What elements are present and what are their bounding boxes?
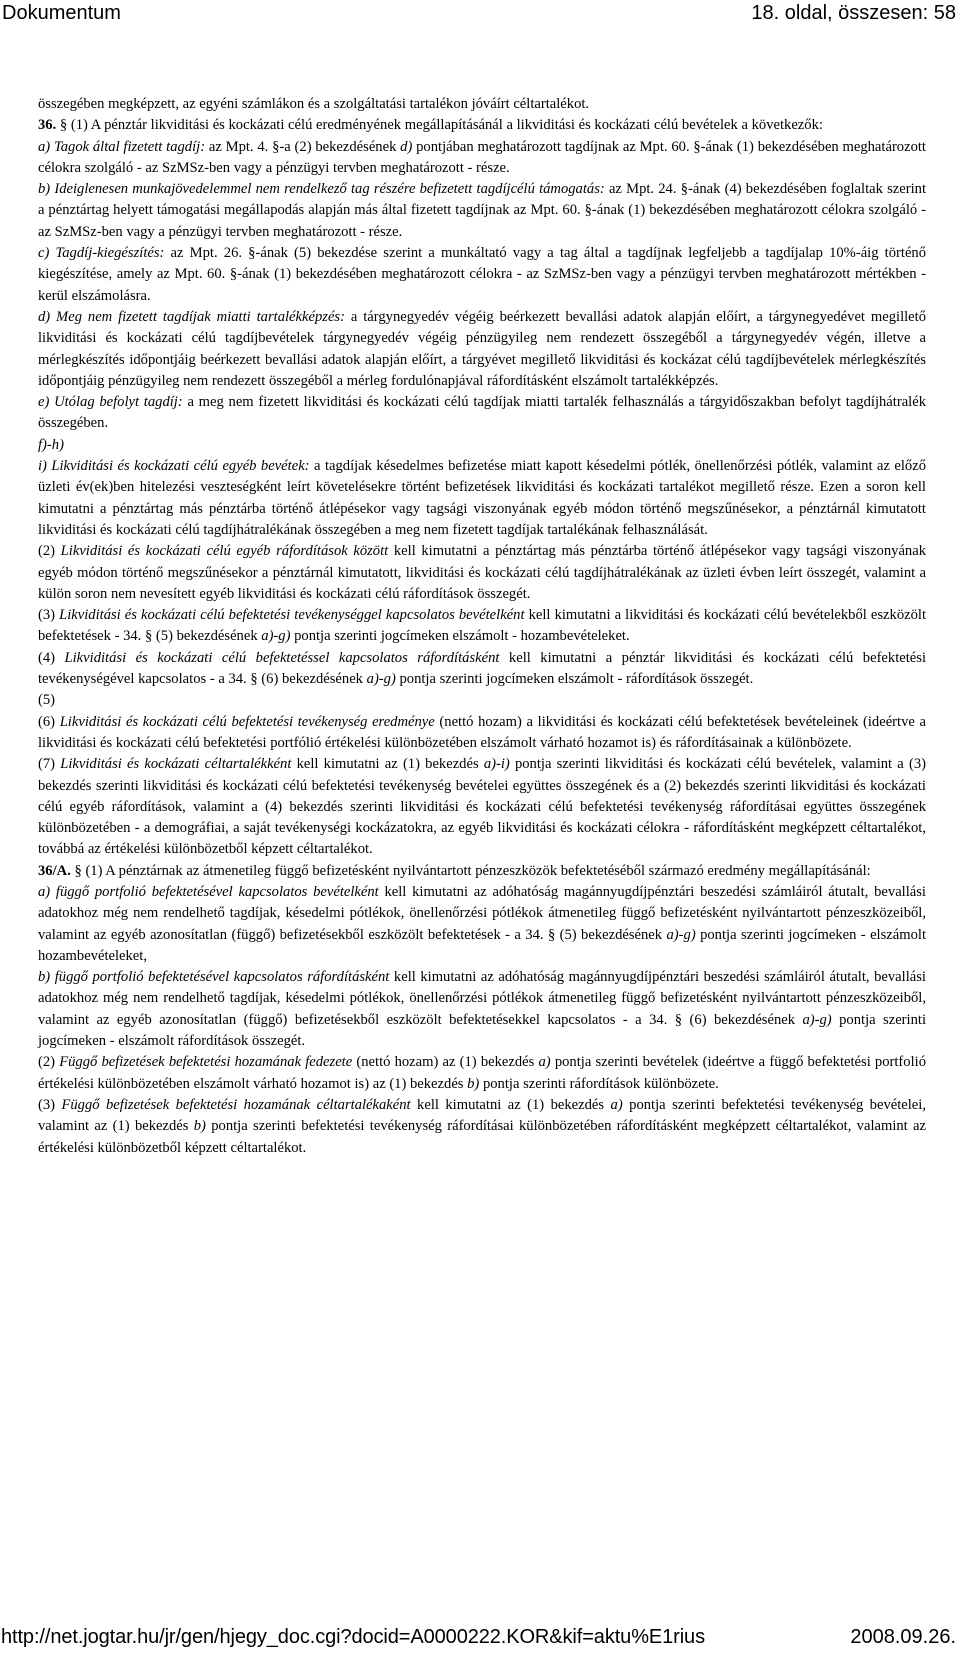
page-counter: 18. oldal, összesen: 58: [751, 2, 956, 24]
text-run: pontja szerinti jogcímeken elszámolt - hozambevételeket.: [290, 628, 630, 645]
section-number: 36/A.: [38, 862, 71, 879]
text-run: kell kimutatni a likviditási és kockázati célú bevételekből eszközölt befektetések - 34. § (5) bekezdésének: [38, 607, 926, 645]
emphasis-text: Likviditási és kockázati célú befektetési tevékenység eredménye: [59, 713, 435, 730]
text-run: a meg nem fizetett likviditási és kockázati célú tagdíjak miatti tartalék felhasználás a tárgyidőszakban befolyt tagdíjhátralék összegében.: [38, 394, 926, 432]
text-run: kell kimutatni az (1) bekezdés: [291, 756, 484, 773]
paragraph: [38, 179, 926, 243]
text-run: kell kimutatni az (1) bekezdés: [410, 1096, 611, 1113]
emphasis-text: a)-i): [483, 756, 510, 773]
emphasis-text: a): [538, 1054, 551, 1071]
text-run: § (1) A pénztárnak az átmenetileg függő befizetésként nyilvántartott pénzeszközök befektetéséből származó eredmény megállapításánál:: [70, 862, 871, 879]
text-run: § (1) A pénztár likviditási és kockázati célú eredményének megállapításánál a likviditási és kockázati célú bevételek a következők:: [56, 117, 823, 134]
paragraph: [38, 882, 926, 967]
text-run: kell kimutatni a pénztár likviditási és kockázati célú befektetési tevékenységével kapcsolatos - a 34. § (6) bekezdésének: [38, 649, 927, 688]
text-run: pontja szerinti jogcímeken - elszámolt ráfordítások összegét.: [38, 1011, 926, 1050]
text-run: (3): [38, 607, 60, 624]
paragraph: [38, 541, 926, 605]
source-url: http://net.jogtar.hu/jr/gen/hjegy_doc.cgi?docid=A0000222.KOR&kif=aktu%E1rius: [1, 1626, 705, 1648]
document-body: [38, 94, 926, 1159]
text-run: pontja szerinti ráfordítások különbözete.: [479, 1075, 719, 1092]
emphasis-text: e) Utólag befolyt tagdíj:: [38, 394, 183, 411]
text-run: (3): [38, 1096, 62, 1113]
text-run: (5): [38, 692, 56, 709]
paragraph: [38, 861, 926, 882]
text-run: (2): [38, 1054, 60, 1071]
emphasis-text: a)-g): [261, 628, 291, 645]
text-run: kell kimutatni az adóhatóság magánnyugdíjpénztári beszedési számláiról átutalt, bevallási adatokhoz még nem rendelhető tagdíjak, késedelmi pótlékok, önellenőrzési pótlékok átmenetileg függő befizetésként nyilvántartott pénzeszközeiből, valamint az egyéb azonosítatlan (függő) befizetésekből eszközölt befektetésekkel kapcsolatos - a 34. § (6) bekezdésének: [38, 969, 926, 1028]
emphasis-text: a)-g): [802, 1011, 832, 1028]
text-run: (2): [38, 543, 61, 560]
emphasis-text: Likviditási és kockázati célú befektetési tevékenységgel kapcsolatos bevételként: [59, 607, 525, 624]
text-run: (nettó hozam) az (1) bekezdés: [352, 1054, 539, 1071]
emphasis-text: a) Tagok által fizetett tagdíj:: [38, 138, 206, 155]
paragraph: [38, 435, 926, 456]
text-run: kell kimutatni az adóhatóság magánnyugdíjpénztári beszedési számláiról átutalt, bevallási adatokhoz még nem rendelhető tagdíjak, késedelmi pótlékok, önellenőrzési pótlékok átmenetileg függő befizetésként nyilvántartott pénzeszközeiből, valamint az egyéb azonosítatlan (függő) befizetésekből eszközölt befektetések - a 34. § (5) bekezdésének: [38, 883, 926, 943]
text-run: az Mpt. 26. §-ának (5) bekezdése szerint a munkáltató vagy a tag által a tagdíjnak legfeljebb a tagdíjalap 10%-áig történő kiegészítése, amely az Mpt. 60. §-ának (1) bekezdésében meghatározott célokra - az SzMSz-ben vagy a pénzügyi tervben meghatározott mértékben - kerül elszámolásra.: [38, 245, 927, 304]
text-run: az Mpt. 4. §-a (2) bekezdésének: [205, 138, 401, 155]
text-run: (6): [38, 713, 60, 730]
paragraph: [38, 137, 926, 180]
emphasis-text: a): [610, 1096, 623, 1113]
emphasis-text: Likviditási és kockázati célú befektetéssel kapcsolatos ráfordításként: [64, 649, 500, 666]
text-run: pontja szerinti befektetési tevékenység ráfordításai különbözetében ráfordításként megképzett céltartalékot, valamint az értékelési különbözetből képzett céltartalékot.: [38, 1118, 927, 1156]
text-run: pontja szerinti jogcímeken elszámolt - ráfordítások összegét.: [395, 671, 754, 688]
paragraph: [38, 605, 926, 648]
paragraph: [38, 754, 926, 860]
text-run: a tárgynegyedév végéig beérkezett bevallási adatok alapján előírt, a tárgynegyedévet megillető likviditási és kockázati célú tagdíjbevételek tárgynegyedév végéig pénzügyileg nem rendezett összegéből a tárgynegyedév végén, illetve a mérlegkészítés időpontjáig beérkezett bevallási adatok alapján előírt, a tárgyévet megillető likviditási és kockázat célú tagdíjbevételek mérlegkészítés időpontjáig pénzügyileg nem rendezett összegéből a mérleg fordulónapjával ráfordításként elszámolt tartalékképzés.: [38, 308, 927, 389]
text-run: pontja szerinti likviditási és kockázati célú bevételek, valamint a (3) bekezdés szerinti likviditási és kockázati célú befektetési tevékenység bevételei együttes összegének és a (2) bekezdés szerinti likviditási és kockázati célú egyéb ráfordítások, valamint a (4) bekezdés szerinti likviditási és kockázati célú befektetési tevékenység ráfordításai együttes összegének különbözetében - a demográfiai, a saját tevékenységi kockázatokra, az egyéb likviditási és kockázati célokra - ráfordításként megképzett céltartalékot, továbbá az értékelési különbözetből képzett céltartalékot.: [38, 756, 926, 858]
text-run: összegében megképzett, az egyéni számlákon és a szolgáltatási tartalékon jóváírt céltartalékot.: [38, 96, 590, 112]
text-run: pontja szerinti bevételek (ideértve a függő befektetési portfolió értékelési különbözetében elszámolt várható hozamot is) az (1) bekezdés: [38, 1054, 926, 1092]
paragraph: [38, 967, 926, 1052]
section-number: 36.: [38, 117, 57, 134]
paragraph: [38, 115, 926, 136]
text-run: kell kimutatni a pénztártag más pénztárba történő átlépésekor vagy tagsági viszonyának egyéb módon történő megszűnésekor a pénztárnál kimutatott, likviditási és kockázati célú tagdíjhátralékának az üzleti évben leírt összegét, valamint a külön soron nem nevesített egyéb likviditási és kockázati célú ráfordítások összegét.: [38, 543, 926, 602]
emphasis-text: Függő befizetések befektetési hozamának céltartalékaként: [61, 1096, 411, 1113]
emphasis-text: i) Likviditási és kockázati célú egyéb bevétek:: [38, 458, 310, 475]
emphasis-text: Likviditási és kockázati célú egyéb ráfordítások között: [60, 543, 389, 560]
paragraph: [38, 243, 926, 307]
paragraph: [38, 712, 926, 755]
paragraph: [38, 690, 926, 711]
text-run: pontja szerinti befektetési tevékenység bevételei, valamint az (1) bekezdés: [38, 1096, 926, 1135]
emphasis-text: f)-h): [38, 436, 64, 453]
emphasis-text: c) Tagdíj-kiegészítés:: [38, 245, 165, 262]
paragraph: [38, 307, 926, 392]
emphasis-text: a)-g): [666, 926, 696, 943]
emphasis-text: a) függő portfolió befektetésével kapcsolatos bevételként: [38, 883, 379, 900]
emphasis-text: a)-g): [366, 671, 396, 688]
text-run: pontjában meghatározott tagdíjnak az Mpt. 60. §-ának (1) bekezdésében meghatározott célokra szolgáló - az SzMSz-ben vagy a pénzügyi tervben meghatározott - része.: [38, 138, 926, 176]
page-footer: [0, 1622, 960, 1652]
paragraph: [38, 1095, 926, 1159]
emphasis-text: b): [193, 1118, 206, 1135]
emphasis-text: d): [400, 138, 413, 155]
text-run: (nettó hozam) a likviditási és kockázati célú befektetések bevételeinek (ideértve a likviditási és kockázati célú befektetési portfólió értékelési különbözetében elszámolt várható hozamot is) és ráfordításainak a különbözete.: [38, 713, 927, 751]
page-header: [0, 0, 960, 26]
emphasis-text: Függő befizetések befektetési hozamának fedezete: [59, 1054, 353, 1071]
paragraph: [38, 456, 926, 541]
text-run: az Mpt. 24. §-ának (4) bekezdésében foglaltak szerint a pénztártag helyett támogatási megállapodás alapján más által fizetett tagdíjnak az Mpt. 60. §-ának (1) bekezdésében meghatározott célokra szolgáló - az SzMSz-ben vagy a pénzügyi tervben meghatározott - része.: [38, 181, 926, 240]
text-run: pontja szerinti jogcímeken - elszámolt hozambevételeket,: [38, 926, 926, 964]
print-date: 2008.09.26.: [850, 1626, 956, 1648]
paragraph: [38, 1052, 926, 1095]
emphasis-text: d) Meg nem fizetett tagdíjak miatti tartalékképzés:: [38, 308, 345, 325]
document-title: Dokumentum: [2, 2, 121, 24]
paragraph: [38, 392, 926, 435]
paragraph: [38, 94, 926, 115]
text-run: (7): [38, 756, 61, 773]
text-run: (4): [38, 649, 65, 666]
emphasis-text: b) Ideiglenesen munkajövedelemmel nem rendelkező tag részére befizetett tagdíjcélú támogatás:: [38, 181, 605, 198]
emphasis-text: Likviditási és kockázati céltartalékként: [60, 756, 292, 773]
text-run: a tagdíjak késedelmes befizetése miatt kapott késedelmi pótlék, önellenőrzési pótlék, valamint az előző üzleti év(ek)ben hitelezési veszteségként leírt követelésekre történt befizetések likviditási és kockázati tartalékot megillető része. Ezen a soron kell kimutatni a pénztártag más pénztárba történő átlépésekor vagy tagsági viszonyának egyéb módon történő megszűnésekor, a pénztárnál kimutatott likviditási és kockázati célú tagdíjhátralékának összegében a meg nem fizetett tagdíjak tartalékának felhasználását.: [38, 458, 926, 538]
paragraph: [38, 648, 926, 691]
emphasis-text: b): [467, 1075, 480, 1092]
emphasis-text: b) függő portfolió befektetésével kapcsolatos ráfordításként: [38, 969, 390, 986]
